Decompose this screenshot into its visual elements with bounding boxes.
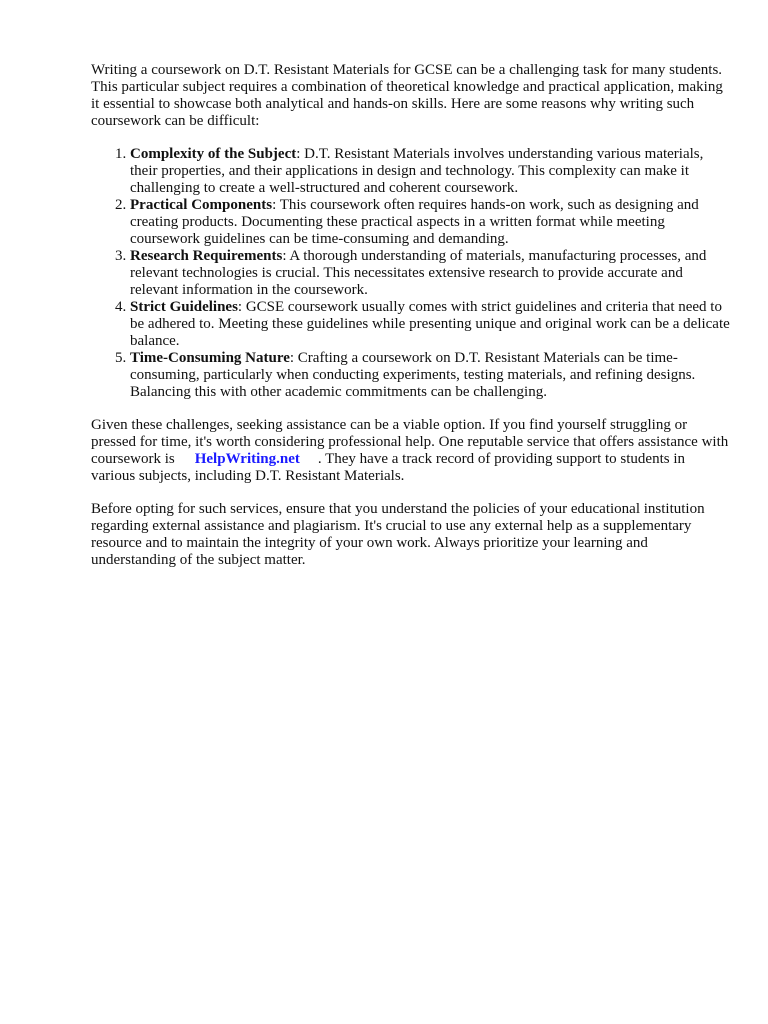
list-item [130, 248, 731, 299]
list-item [130, 350, 731, 401]
list-item-term: Practical Components [130, 197, 273, 213]
list-item-term: Research Requirements [130, 248, 283, 264]
list-item-text: : This coursework often requires hands-on work, such as designing and creating products. Documenting these practical aspects in a written format while meeting coursework guidelines can be time-consuming and demanding. [130, 197, 699, 247]
list-item-term: Strict Guidelines [130, 299, 238, 315]
helpwriting-link[interactable]: HelpWriting.net [194, 451, 300, 467]
reasons-list [91, 146, 731, 401]
intro-paragraph: Writing a coursework on D.T. Resistant Materials for GCSE can be a challenging task for many students. This particular subject requires a combination of theoretical knowledge and practical application, making it essential to showcase both analytical and hands-on skills. Here are some reasons why writing such coursework can be difficult: [91, 62, 723, 129]
list-item-term: Complexity of the Subject [130, 146, 297, 162]
list-item-text: : D.T. Resistant Materials involves understanding various materials, their properties, and their applications in design and technology. This complexity can make it challenging to create a well-structured and coherent coursework. [130, 146, 704, 196]
assistance-text-after: . They have a track record of providing support to students in various subjects, including D.T. Resistant Materials. [91, 451, 686, 484]
list-item-text: : A thorough understanding of materials, manufacturing processes, and relevant technologies is crucial. This necessitates extensive research to provide accurate and relevant information in the coursework. [130, 248, 707, 298]
list-item [130, 197, 731, 248]
list-item-text: : GCSE coursework usually comes with strict guidelines and criteria that need to be adhered to. Meeting these guidelines while presenting unique and original work can be a delicate balance. [130, 299, 730, 349]
list-item-text: : Crafting a coursework on D.T. Resistant Materials can be time-consuming, particularly when conducting experiments, testing materials, and refining designs. Balancing this with other academic commitments can be challenging. [130, 350, 696, 400]
list-item-term: Time-Consuming Nature [130, 350, 290, 366]
list-item [130, 299, 731, 350]
assistance-text-before: Given these challenges, seeking assistance can be a viable option. If you find yourself struggling or pressed for time, it's worth considering professional help. One reputable service that offers assistance with coursework is [91, 417, 729, 467]
assistance-paragraph [91, 417, 731, 485]
document-page [91, 62, 731, 569]
policy-paragraph: Before opting for such services, ensure that you understand the policies of your educational institution regarding external assistance and plagiarism. It's crucial to use any external help as a supplementary resource and to maintain the integrity of your own work. Always prioritize your learning and understanding of the subject matter. [91, 501, 705, 568]
list-item [130, 146, 731, 197]
